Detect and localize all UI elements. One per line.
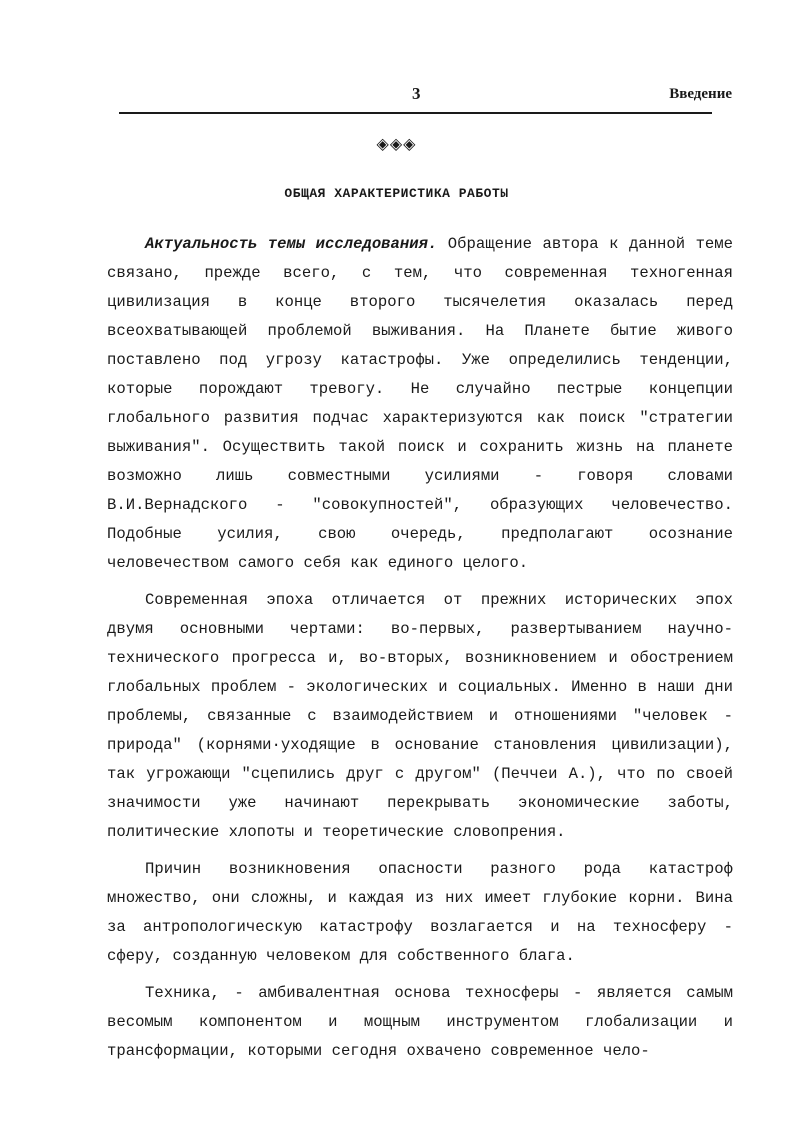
paragraph-text: Современная эпоха отличается от прежних исторических эпох двумя основными чертами: во-первых, развертыванием научно-технического прогресса и, во-вторых, возникновением и обострением глобальных проблем - экологических и социальных. Именно в наши дни проблемы, связанные с взаимодействием и отношениями "человек - природа" (корнями·уходящие в основание становления цивилизации), так угрожающи "сцепились друг с другом" (Печчеи А.), что по своей значимости уже начинают перекрывать экономические заботы, политические хлопоты и теоретические словопрения. (107, 591, 733, 841)
header-rule (119, 112, 712, 114)
page-number: 3 (412, 84, 421, 103)
ornament-diamonds: ◈◈◈ (376, 134, 417, 153)
section-title: ОБЩАЯ ХАРАКТЕРИСТИКА РАБОТЫ (284, 186, 509, 201)
paragraph (107, 230, 733, 578)
paragraph (107, 586, 733, 847)
section-name: Введение (669, 86, 732, 102)
paragraph-text: Техника, - амбивалентная основа техносферы - является самым весомым компонентом и мощным инструментом глобализации и трансформации, которыми сегодня охвачено современное чело- (107, 984, 733, 1060)
paragraph-lead-in: Актуальность темы исследования. (145, 235, 438, 253)
paragraph (107, 855, 733, 971)
paragraph-text: Причин возникновения опасности разного рода катастроф множество, они сложны, и каждая из них имеет глубокие корни. Вина за антропологическую катастрофу возлагается и на техносферу - сферу, созданную человеком для собственного блага. (107, 860, 733, 965)
paragraph-text: Обращение автора к данной теме связано, прежде всего, с тем, что современная техногенная цивилизация в конце второго тысячелетия оказалась перед всеохватывающей проблемой выживания. На Планете бытие живого поставлено под угрозу катастрофы. Уже определились тенденции, которые порождают тревогу. Не случайно пестрые концепции глобального развития подчас характеризуются как поиск "стратегии выживания". Осуществить такой поиск и сохранить жизнь на планете возможно лишь совместными усилиями - говоря словами В.И.Вернадского - "совокупностей", образующих человечество. Подобные усилия, свою очередь, предполагают осознание человечеством самого себя как единого целого. (107, 235, 733, 572)
paragraph (107, 979, 733, 1066)
body-text (107, 230, 733, 1074)
